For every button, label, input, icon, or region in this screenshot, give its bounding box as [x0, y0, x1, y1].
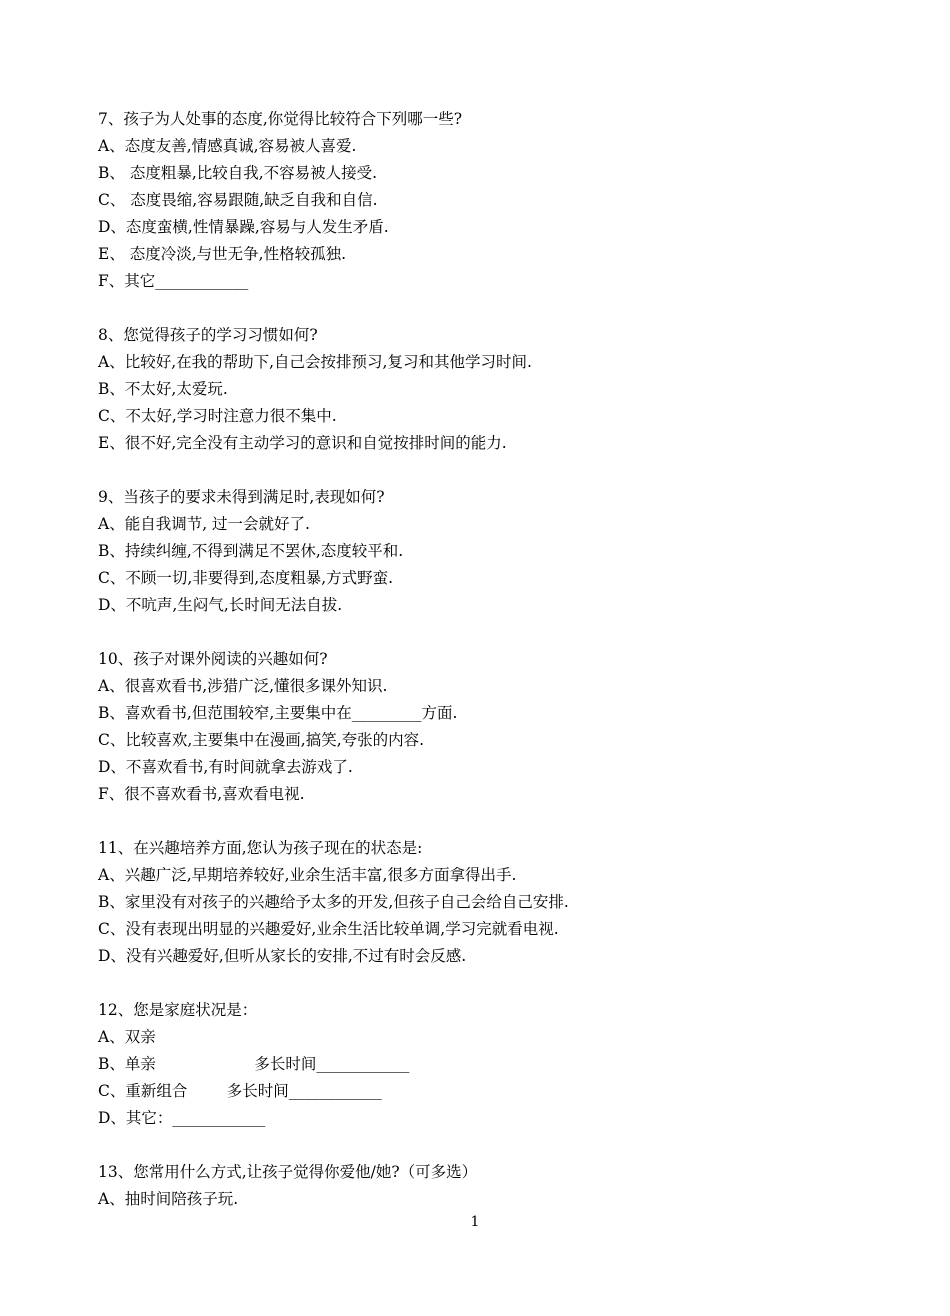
option-line: D、不吭声,生闷气,长时间无法自拔.	[98, 596, 343, 614]
option-line: A、抽时间陪孩子玩.	[98, 1190, 239, 1208]
option-line: C、不顾一切,非要得到,态度粗暴,方式野蛮.	[98, 569, 394, 587]
option-line: D、态度蛮横,性情暴躁,容易与人发生矛盾.	[98, 218, 389, 236]
option-line: A、双亲	[98, 1028, 156, 1046]
option-line: C、重新组合 多长时间____________	[98, 1082, 382, 1100]
option-line: D、不喜欢看书,有时间就拿去游戏了.	[98, 758, 353, 776]
option-line: A、比较好,在我的帮助下,自己会按排预习,复习和其他学习时间.	[98, 353, 532, 371]
option-line: C、没有表现出明显的兴趣爱好,业余生活比较单调,学习完就看电视.	[98, 920, 559, 938]
question-12	[98, 997, 898, 1132]
option-line: D、其它：____________	[98, 1109, 266, 1127]
question-9	[98, 484, 898, 619]
option-line: B、持续纠缠,不得到满足不罢休,态度较平和.	[98, 542, 404, 560]
option-line: F、很不喜欢看书,喜欢看电视.	[98, 785, 305, 803]
option-line: A、兴趣广泛,早期培养较好,业余生活丰富,很多方面拿得出手.	[98, 866, 517, 884]
question-10	[98, 646, 898, 808]
option-line: A、很喜欢看书,涉猎广泛,懂很多课外知识.	[98, 677, 388, 695]
option-line: B、家里没有对孩子的兴趣给予太多的开发,但孩子自己会给自己安排.	[98, 893, 569, 911]
option-line: B、单亲 多长时间____________	[98, 1055, 410, 1073]
option-line: F、其它____________	[98, 272, 249, 290]
option-line: C、比较喜欢,主要集中在漫画,搞笑,夸张的内容.	[98, 731, 425, 749]
option-line: E、 态度冷淡,与世无争,性格较孤独.	[98, 245, 347, 263]
option-line: B、不太好,太爱玩.	[98, 380, 228, 398]
question-title: 9、当孩子的要求未得到满足时,表现如何?	[98, 488, 385, 506]
option-line: B、 态度粗暴,比较自我,不容易被人接受.	[98, 164, 378, 182]
question-11	[98, 835, 898, 970]
option-line: D、没有兴趣爱好,但听从家长的安排,不过有时会反感.	[98, 947, 467, 965]
option-line: B、喜欢看书,但范围较窄,主要集中在_________方面.	[98, 704, 458, 722]
option-line: A、能自我调节, 过一会就好了.	[98, 515, 310, 533]
question-title: 10、孩子对课外阅读的兴趣如何?	[98, 650, 328, 668]
question-title: 13、您常用什么方式,让孩子觉得你爱他/她?（可多选）	[98, 1163, 478, 1181]
option-line: A、态度友善,情感真诚,容易被人喜爱.	[98, 137, 357, 155]
question-title: 12、您是家庭状况是：	[98, 1001, 258, 1019]
question-title: 8、您觉得孩子的学习习惯如何?	[98, 326, 318, 344]
page-number: 1	[470, 1214, 480, 1230]
question-8	[98, 322, 898, 457]
question-13	[98, 1159, 898, 1213]
option-line: E、很不好,完全没有主动学习的意识和自觉按排时间的能力.	[98, 434, 507, 452]
question-7	[98, 106, 898, 295]
question-title: 11、在兴趣培养方面,您认为孩子现在的状态是:	[98, 839, 423, 857]
question-title: 7、孩子为人处事的态度,你觉得比较符合下列哪一些?	[98, 110, 463, 128]
document-page	[98, 106, 898, 1240]
option-line: C、 态度畏缩,容易跟随,缺乏自我和自信.	[98, 191, 378, 209]
option-line: C、不太好,学习时注意力很不集中.	[98, 407, 337, 425]
